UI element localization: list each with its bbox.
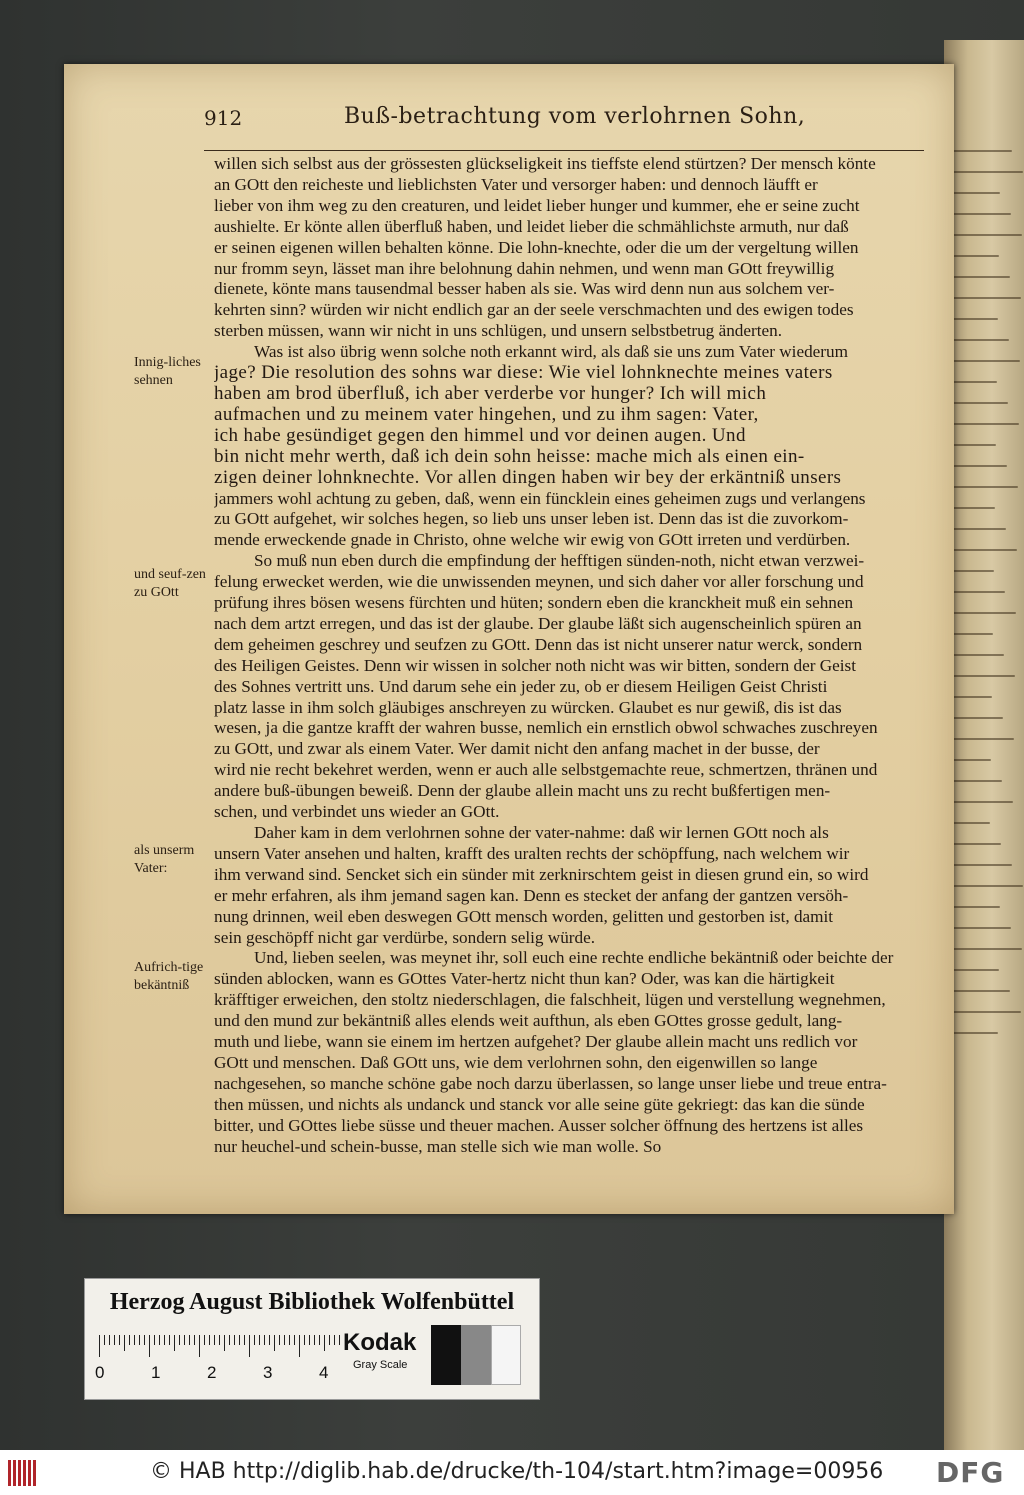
text-line: des Sohnes vertritt uns. Und darum sehe ein jeder zu, ob er diesem Heiligen Geist Christi (214, 676, 828, 696)
bleed-through-line (950, 780, 1002, 782)
bleed-through-line (950, 507, 995, 509)
bleed-through-line (950, 444, 996, 446)
ruler-number: 2 (207, 1363, 217, 1382)
text-line: er seinen eigenen willen behalten könne. Die lohn-knechte, oder die um der vergeltung willen (214, 237, 859, 257)
ruler-tick (259, 1335, 260, 1345)
gray-patch-white (491, 1325, 521, 1385)
text-line: dem geheimen geschrey und seufzen zu GOtt. Denn das ist nicht unserer natur werck, sondern (214, 634, 863, 654)
ruler-tick (264, 1335, 265, 1345)
bleed-through-line (950, 864, 1012, 866)
body-text (214, 154, 936, 1158)
bleed-through-line (950, 465, 1007, 467)
ruler-tick (279, 1335, 280, 1345)
text-line: nach dem artzt erregen, und das ist der glaube. Der glaube läßt sich augenscheinlich spüren an (214, 613, 862, 633)
bleed-through-line (950, 297, 1021, 299)
ruler-tick (189, 1335, 190, 1345)
ruler-tick (304, 1335, 305, 1345)
ruler-tick (139, 1335, 140, 1345)
bleed-through-line (950, 213, 1011, 215)
paragraph (214, 948, 936, 1157)
bleed-through-line (950, 486, 1018, 488)
ruler-tick (169, 1335, 170, 1345)
text-line: Und, lieben seelen, was meynet ihr, soll euch eine rechte endliche bekäntniß oder beichte der (254, 948, 894, 968)
ruler-tick (219, 1335, 220, 1345)
bleed-through-line (950, 675, 1015, 677)
text-line: sünden ablocken, wann es GOttes Vater-hertz nicht thun kan? Oder, was kan die härtigkeit (214, 969, 835, 989)
ruler-tick (239, 1335, 240, 1345)
text-line: Was ist also übrig wenn solche noth erkannt wird, als daß sie uns zum Vater wiederum (254, 342, 848, 362)
bleed-through-line (950, 990, 1010, 992)
bleed-through-line (950, 171, 1023, 173)
header-rule (204, 150, 924, 151)
text-line: GOtt und menschen. Daß GOtt uns, wie dem verlohrnen sohn, den eigenwillen so lange (214, 1052, 818, 1072)
bleed-through-line (950, 885, 1023, 887)
gray-scale-label: Gray Scale (353, 1359, 408, 1371)
bleed-through-line (950, 255, 999, 257)
margin-note-seufzen: und seuf-zen zu GOtt (134, 567, 206, 600)
bleed-through-line (950, 696, 992, 698)
bleed-through-line (950, 801, 1013, 803)
ruler-tick (209, 1335, 210, 1345)
bleed-through-line (950, 759, 991, 761)
ruler-tick (144, 1335, 145, 1345)
next-page-edge (944, 40, 1024, 1450)
bleed-through-line (950, 633, 993, 635)
text-line: mende erweckende gnade in Christo, ohne welche wir ewig von GOtt irreten und verdürben. (214, 530, 851, 550)
ruler-tick (109, 1335, 110, 1345)
text-line: wesen, ja die gantze krafft der wahren busse, nemlich ein ernstlich obwol schwaches zuschreyen (214, 718, 878, 738)
gray-scale-patches (431, 1325, 521, 1385)
book-page (64, 64, 954, 1214)
text-line: haben am brod überfluß, ich aber verderbe vor hunger? Ich will mich (214, 383, 767, 404)
text-line: unsern Vater ansehen und halten, krafft des uralten rechts der schöpffung, nach welchem wir (214, 843, 850, 863)
text-line: bitter, und GOttes liebe süsse und theuer machen. Ausser solcher öffnung des hertzens ist alles (214, 1115, 864, 1135)
text-line: er mehr erfahren, als ihm jemand sagen kan. Denn es stecket der anfang der gantzen versöh- (214, 885, 849, 905)
text-line: sein geschöpff nicht gar verdürbe, sondern selig würde. (214, 927, 596, 947)
ruler-tick (159, 1335, 160, 1345)
ruler-number: 4 (319, 1363, 329, 1382)
hab-logo-icon (8, 1460, 38, 1486)
library-name: Herzog August Bibliothek Wolfenbüttel (109, 1289, 515, 1315)
ruler-number: 3 (263, 1363, 273, 1382)
ruler-tick (194, 1335, 195, 1345)
text-line: an GOtt den reicheste und lieblichsten Vater und versorger haben: und dennoch läufft er (214, 174, 818, 194)
text-line: lieber von ihm weg zu den creaturen, und leidet lieber hunger und kummer, ehe er seine zucht (214, 195, 860, 215)
ruler-tick (124, 1335, 125, 1351)
ruler-number: 1 (151, 1363, 161, 1382)
margin-note-innig: Innig-liches sehnen (134, 355, 201, 388)
ruler-tick (199, 1335, 200, 1357)
ruler-tick (294, 1335, 295, 1345)
bleed-through-line (950, 1011, 1021, 1013)
text-line: willen sich selbst aus der grössesten glückseligkeit ins tieffste elend stürtzen? Der mensch könte (214, 154, 876, 173)
ruler-tick (224, 1335, 225, 1351)
ruler-tick (99, 1335, 100, 1357)
text-line: sterben müssen, wann wir nicht in uns schlügen, und unsern selbstbetrug änderten. (214, 321, 783, 341)
gray-patch-black (431, 1325, 461, 1385)
ruler-tick (269, 1335, 270, 1345)
text-line: nur fromm seyn, lässet man ihre belohnung dahin nehmen, und wenn man GOtt freywillig (214, 258, 835, 278)
bleed-through-line (950, 717, 1003, 719)
text-line: ihm verwand sind. Sencket sich ein sünder mit zerknirschtem geist in diesen grund ein, so wird (214, 864, 869, 884)
text-line: zigen deiner lohnknechte. Vor allen dingen haben wir bey der erkäntniß unsers (214, 467, 842, 488)
ruler-tick (179, 1335, 180, 1345)
ruler-tick (234, 1335, 235, 1345)
text-line: und den mund zur bekäntniß alles elends weit aufthun, als eben GOttes grosse gedult, lang- (214, 1011, 843, 1031)
text-line: zu GOtt aufgehet, wir solches hegen, so lieb uns unser leben ist. Denn das ist die zuvorkom- (214, 509, 849, 529)
bleed-through-line (950, 969, 999, 971)
text-line: nung drinnen, weil eben deswegen GOtt mensch worden, gelitten und gestorben ist, damit (214, 906, 834, 926)
bleed-through-line (950, 276, 1010, 278)
text-line: andere buß-übungen beweiß. Denn der glaube allein macht uns zu recht bußfertigen men- (214, 781, 831, 801)
gray-patch-mid (461, 1325, 491, 1385)
ruler-tick (129, 1335, 130, 1345)
ruler-tick (274, 1335, 275, 1351)
bleed-through-line (950, 1032, 998, 1034)
bleed-through-line (950, 738, 1014, 740)
paragraph (214, 154, 936, 342)
bleed-through-line (950, 360, 1020, 362)
bleed-through-line (950, 381, 997, 383)
ruler-tick (339, 1335, 340, 1345)
bleed-through-line (950, 948, 1022, 950)
footer-bar (0, 1450, 1024, 1495)
bleed-through-line (950, 402, 1008, 404)
ruler-tick (329, 1335, 330, 1345)
ruler-tick (244, 1335, 245, 1345)
bleed-through-line (950, 339, 1009, 341)
text-line: kräfftiger erweichen, den stoltz niederschlagen, die falschheit, lügen und verstellung wegnehmen, (214, 990, 886, 1010)
ruler-tick (324, 1335, 325, 1351)
text-line: jammers wohl achtung zu geben, daß, wenn ein füncklein eines geheimen zugs und verlangens (214, 488, 866, 508)
bleed-through-line (950, 654, 1004, 656)
bleed-through-line (950, 906, 1000, 908)
ruler-tick (119, 1335, 120, 1345)
ruler-tick (284, 1335, 285, 1345)
paragraph (214, 551, 936, 823)
text-line: kehrten sinn? würden wir nicht endlich gar an der seele verschmachten und des ewigen todes (214, 300, 854, 320)
ruler-tick (214, 1335, 215, 1345)
text-line: felung erwecket werden, wie die unwissenden meynen, und sich daher vor aller forschung und (214, 572, 864, 592)
text-line: nur heuchel-und schein-busse, man stelle sich wie man wolle. So (214, 1136, 662, 1156)
ruler-number: 0 (95, 1363, 105, 1382)
page-number: 912 (204, 106, 243, 130)
text-line: bin nicht mehr werth, daß ich dein sohn heisse: mache mich als einen ein- (214, 446, 805, 467)
ruler-tick (204, 1335, 205, 1345)
text-line: muth und liebe, wann sie einem im hertzen aufgehet? Der glaube allein macht uns redlich vor (214, 1032, 858, 1052)
ruler-tick (229, 1335, 230, 1345)
text-line: aushielte. Er könte allen überfluß haben, und leidet lieber die schmählichste armuth, nur daß (214, 216, 849, 236)
bleed-through-line (950, 234, 1022, 236)
bleed-through-line (950, 843, 1001, 845)
text-line: des Heiligen Geistes. Denn wir wissen in solcher noth nicht was wir bitten, sondern der Geist (214, 655, 857, 675)
library-label (84, 1278, 540, 1400)
text-line: nachgesehen, so manche schöne gabe noch darzu überlassen, so lange unser liebe und treue entra- (214, 1073, 887, 1093)
text-line: wird nie recht bekehret werden, wenn er auch alle selbstgemachte reue, schmertzen, thränen und (214, 760, 878, 780)
text-line: ich habe gesündiget gegen den himmel und vor deinen augen. Und (214, 425, 746, 446)
text-line: Daher kam in dem verlohrnen sohne der vater-nahme: daß wir lernen GOtt noch als (254, 823, 829, 842)
bleed-through-line (950, 822, 990, 824)
ruler-tick (334, 1335, 335, 1345)
bleed-through-line (950, 612, 1016, 614)
text-line: So muß nun eben durch die empfindung der hefftigen sünden-noth, nicht etwan verzwei- (254, 551, 865, 571)
bleed-through-line (950, 318, 998, 320)
ruler-tick (149, 1335, 150, 1357)
ruler-tick (184, 1335, 185, 1345)
footer-credit: © HAB http://diglib.hab.de/drucke/th-104/start.htm?image=00956 (150, 1459, 884, 1484)
bleed-through-line (950, 150, 1012, 152)
kodak-logo: Kodak (343, 1329, 417, 1356)
paragraph (214, 823, 936, 948)
ruler-tick (309, 1335, 310, 1345)
ruler-tick (134, 1335, 135, 1345)
text-line: platz lasse in ihm solch gläubiges anschreyen zu würcken. Glaubet es nur gewiß, dis ist das (214, 697, 842, 717)
margin-note-vater: als unserm Vater: (134, 843, 195, 876)
bleed-through-line (950, 591, 1005, 593)
text-line: prüfung ihres bösen wesens fürchten und hüten; sondern eben die kranckheit muß ein sehnen (214, 593, 854, 613)
bleed-through-line (950, 423, 1019, 425)
running-head: Buß-betrachtung vom verlohrnen Sohn, (344, 104, 806, 129)
ruler-tick (289, 1335, 290, 1345)
text-line: jage? Die resolution des sohns war diese: Wie viel lohnknechte meines vaters (214, 363, 833, 384)
text-line: zu GOtt, und zwar als einem Vater. Wer damit nicht den anfang machet in der busse, der (214, 739, 820, 759)
ruler-tick (319, 1335, 320, 1345)
bleed-through-line (950, 549, 1017, 551)
text-line: dienete, könte mans tausendmal besser haben als sie. Was wird denn nun aus solchem ver- (214, 279, 835, 299)
dfg-logo: DFG (936, 1456, 1005, 1489)
ruler-tick (299, 1335, 300, 1357)
ruler-tick (114, 1335, 115, 1345)
text-line: then müssen, und nichts als undanck und stanck vor alle seine güte gekriegt: das kan die sünde (214, 1094, 865, 1114)
paragraph (214, 342, 936, 551)
text-line: schen, und verbindet uns wieder an GOtt. (214, 802, 500, 822)
ruler-tick (314, 1335, 315, 1345)
text-line: aufmachen und zu meinem vater hingehen, und zu ihm sagen: Vater, (214, 404, 759, 425)
ruler-tick (154, 1335, 155, 1345)
ruler-tick (104, 1335, 105, 1345)
ruler-tick (174, 1335, 175, 1351)
ruler-tick (249, 1335, 250, 1357)
bleed-through-line (950, 570, 994, 572)
ruler-tick (164, 1335, 165, 1345)
bleed-through-line (950, 192, 1000, 194)
ruler-tick (254, 1335, 255, 1345)
margin-note-bekaentniss: Aufrich-tige bekäntniß (134, 960, 204, 993)
bleed-through-line (950, 528, 1006, 530)
bleed-through-line (950, 927, 1011, 929)
